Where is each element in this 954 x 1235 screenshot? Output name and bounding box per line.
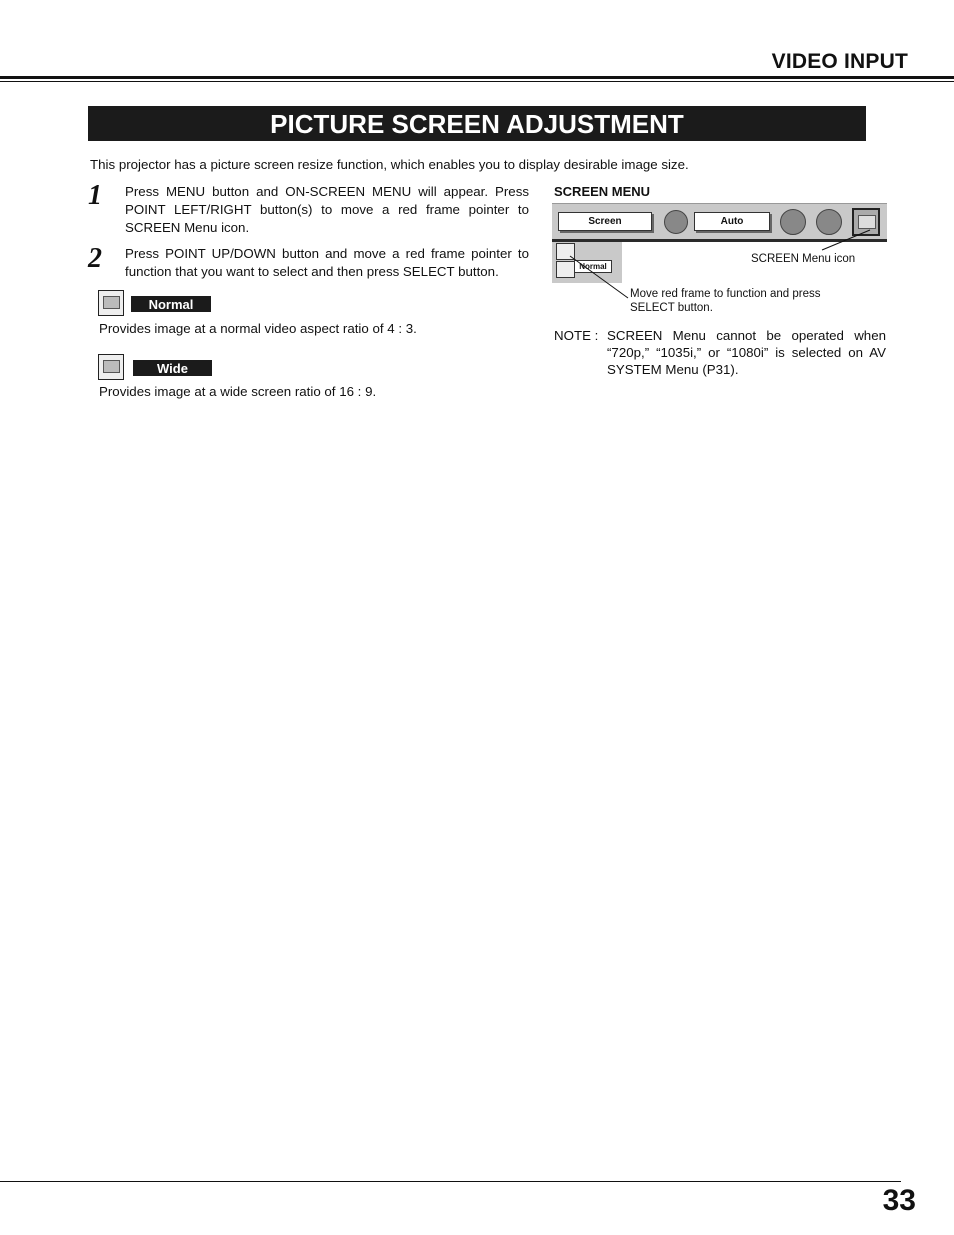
normal-screen-icon xyxy=(98,290,124,316)
option-label-normal: Normal xyxy=(131,296,211,312)
note-prefix: NOTE : xyxy=(554,328,599,343)
callout-red-frame: Move red frame to function and press SELECT button. xyxy=(630,288,821,314)
option-desc-normal: Provides image at a normal video aspect ratio of 4 : 3. xyxy=(99,321,417,336)
option-desc-wide: Provides image at a wide screen ratio of 16 : 9. xyxy=(99,384,377,399)
page-title: PICTURE SCREEN ADJUSTMENT xyxy=(88,106,866,141)
callout-line-icon xyxy=(822,230,870,250)
submenu-normal-label: Normal xyxy=(574,260,612,273)
option-label-wide: Wide xyxy=(133,360,212,376)
callout-screen-menu-icon: SCREEN Menu icon xyxy=(751,253,856,265)
step-number-2: 2 xyxy=(88,243,102,274)
step-text-2: Press POINT UP/DOWN button and move a red frame pointer to function that you want to select and then press SELECT button. xyxy=(125,246,529,279)
step-number-1: 1 xyxy=(88,180,102,211)
intro-text: This projector has a picture screen resize function, which enables you to display desirable image size. xyxy=(90,157,689,172)
page-number: 33 xyxy=(882,1184,916,1217)
section-title: VIDEO INPUT xyxy=(771,50,908,73)
callout-line-frame xyxy=(570,256,628,298)
bottom-rule xyxy=(0,1181,901,1182)
menu-screen-button: Screen xyxy=(558,212,652,231)
screen-menu-heading: SCREEN MENU xyxy=(554,184,651,199)
menu-auto-button: Auto xyxy=(694,212,770,231)
top-rule-thin xyxy=(0,81,954,82)
wide-screen-icon xyxy=(98,354,124,380)
step-text-1: Press MENU button and ON-SCREEN MENU will appear. Press POINT LEFT/RIGHT button(s) to move a red frame pointer to SCREEN Menu icon. xyxy=(125,184,529,235)
top-rule-thick xyxy=(0,76,954,79)
note-text: SCREEN Menu cannot be operated when “720p,” “1035i,” or “1080i” is selected on AV SYSTEM Menu (P31). xyxy=(607,328,886,377)
